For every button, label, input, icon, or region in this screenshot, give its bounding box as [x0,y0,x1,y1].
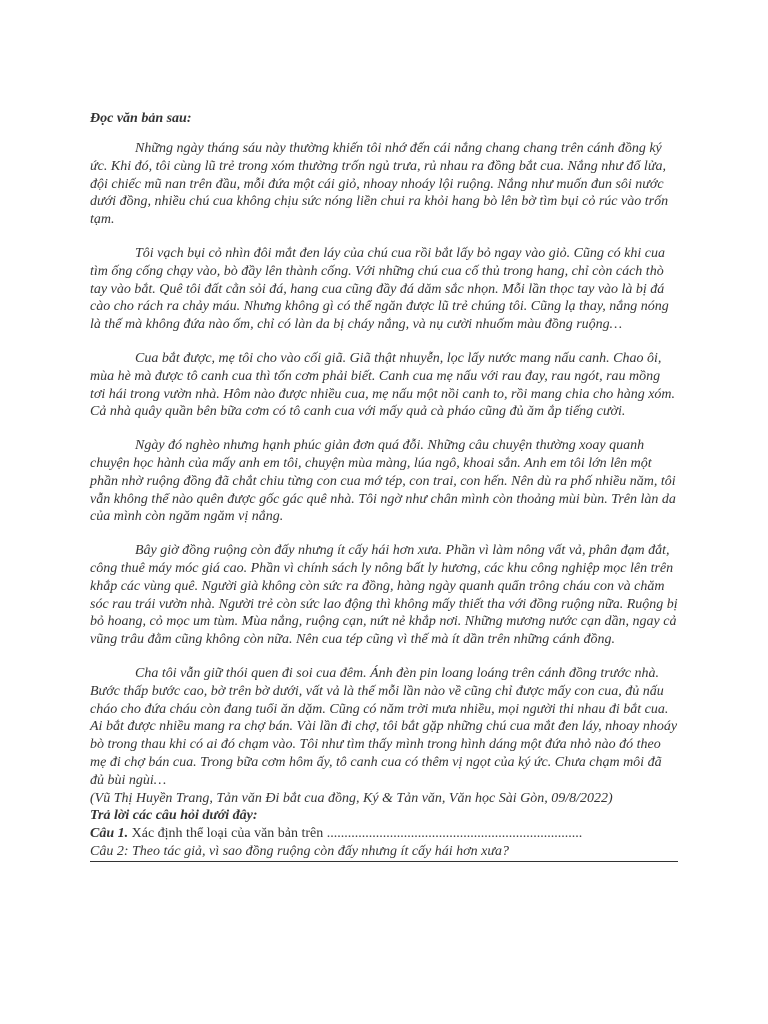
reading-heading: Đọc văn bản sau: [90,111,192,126]
paragraph-4: Ngày đó nghèo nhưng hạnh phúc giản đơn quá đỗi. Những câu chuyện thường xoay quanh chuyện học hành của mấy anh em tôi, chuyện mùa màng, lúa ngô, khoai sắn. Anh em tôi lớn lên một phần nhờ ruộng đồng đã chắt chiu từng con cua mớ tép, con trai, con hến. Nên dù ra phố nhiều năm, tôi vẫn không thể nào quên được gốc gác quê nhà. Tôi ngờ như chân mình còn thoảng mùi bùn. Trên làn da của mình còn ngăm ngăm vị nắng. [90,438,676,525]
bottom-rule [90,861,678,862]
question-2: Câu 2: Theo tác giả, vì sao đồng ruộng còn đấy nhưng ít cấy hái hơn xưa? [90,843,509,859]
questions-instruction: Trả lời các câu hỏi dưới đây: [90,808,258,824]
question-1-text: Xác định thể loại của văn bản trên ......................................................................... [128,826,583,842]
paragraph-3: Cua bắt được, mẹ tôi cho vào cối giã. Giã thật nhuyễn, lọc lấy nước mang nấu canh. Chao ôi, mùa hè mà được tô canh cua thì tốn cơm phải biết. Canh cua mẹ nấu với rau đay, rau ngót, rau mồng tơi hái trong vườn nhà. Hôm nào được nhiều cua, mẹ nấu một nồi canh to, rồi mang chia cho hàng xóm. Cả nhà quây quần bên bữa cơm có tô canh cua với mấy quả cà pháo cũng đủ ăm ắp tiếng cười. [90,350,676,420]
document-page [90,110,678,862]
question-1 [90,825,678,843]
paragraph-2: Tôi vạch bụi cỏ nhìn đôi mắt đen láy của chú cua rồi bắt lấy bỏ ngay vào giỏ. Cũng có khi cua tìm ống cống chạy vào, bò đầy lên thành cống. Với những chú cua cố thủ trong hang, chỉ còn cách thò tay vào bắt. Quê tôi đất cằn sỏi đá, hang cua cũng đầy đá dăm sắc nhọn. Mỗi lần thọc tay vào là bị đá cào cho rách ra chảy máu. Nhưng không gì có thể ngăn được lũ trẻ chúng tôi. Cũng lạ thay, nắng nóng là thế mà không đứa nào ốm, chỉ có làn da bị cháy nắng, và nụ cười nhuốm màu đồng ruộng… [90,245,669,333]
paragraph-1: Những ngày tháng sáu này thường khiến tôi nhớ đến cái nắng chang chang trên cánh đồng ký ức. Khi đó, tôi cùng lũ trẻ trong xóm thường trốn ngủ trưa, rủ nhau ra đồng bắt cua. Nắng như đổ lửa, đội chiếc mũ nan trên đầu, mỗi đứa một cái giỏ, nhoay nhoáy lội ruộng. Nắng như muốn đun sôi nước dưới đồng, nhiều chú cua không chịu sức nóng liền chui ra khỏi hang bò lên bờ tìm bụi cỏ rúc vào trốn tạm. [90,141,669,228]
question-1-label: Câu 1. [90,826,129,842]
paragraph-5: Bây giờ đồng ruộng còn đấy nhưng ít cấy hái hơn xưa. Phần vì làm nông vất vả, phân đạm đắt, công thuê máy móc giá cao. Phần vì chính sách ly nông bất ly hương, các khu công nghiệp mọc lên trên khắp các vùng quê. Người già không còn sức ra đồng, hàng ngày quanh quẩn trông cháu con và chăm sóc rau trái vườn nhà. Người trẻ còn sức lao động thì không mấy thiết tha với đồng ruộng nữa. Ruộng bị bỏ hoang, cỏ mọc um tùm. Mùa nắng, ruộng cạn, nứt nẻ khắp nơi. Những mương nước cạn dần, ngay cả vũng trâu đằm cũng không còn nữa. Nên cua tép cũng vì thế mà ít dần trên những cánh đồng. [90,543,678,648]
paragraph-6: Cha tôi vẫn giữ thói quen đi soi cua đêm. Ánh đèn pin loang loáng trên cánh đồng trước nhà. Bước thấp bước cao, bờ trên bờ dưới, vất vả là thế mỗi lần nào về cũng chỉ được mấy con cua, đủ nấu cháo cho đứa cháu còn đang tuổi ăn dặm. Cũng có năm trời mưa nhiều, mọi người thi nhau đi bắt cua. Ai bắt được nhiều mang ra chợ bán. Vài lần đi chợ, tôi bắt gặp những chú cua mắt đen láy, nhoay nhoáy bò trong thau khi có ai đó chạm vào. Tôi như tìm thấy mình trong hình dáng một đứa nhỏ nào đó theo mẹ đi chợ bán cua. Trong bữa cơm hôm ấy, tô canh cua có thêm vị ngọt của ký ức. Chưa chạm môi đã đủ bùi ngùi… [90,665,678,788]
source-citation: (Vũ Thị Huyền Trang, Tản văn Đi bắt cua đồng, Ký & Tản văn, Văn học Sài Gòn, 09/8/2022) [90,790,613,806]
